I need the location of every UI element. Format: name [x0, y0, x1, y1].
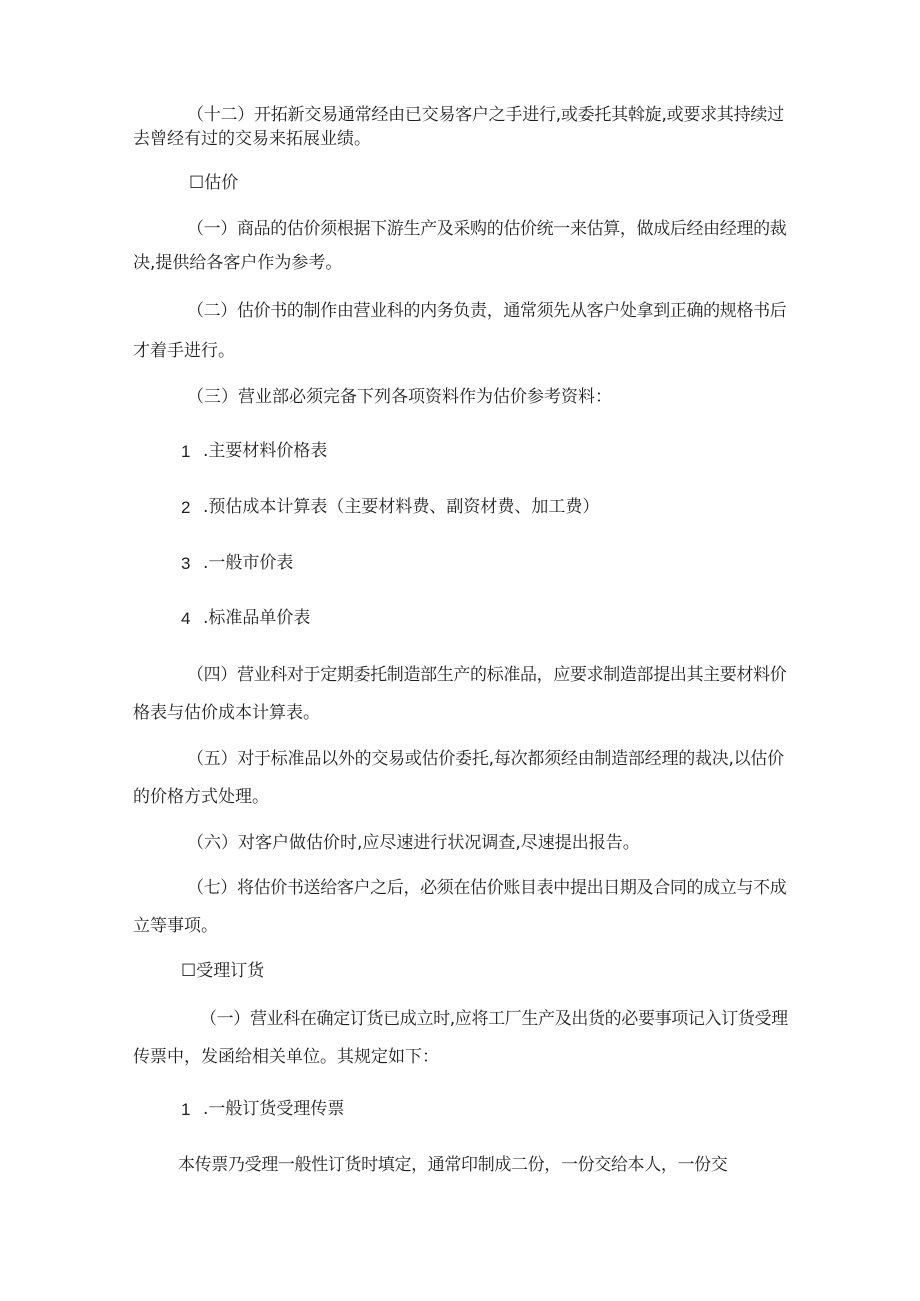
text-line: （四）营业科对于定期委托制造部生产的标准品，应要求制造部提出其主要材料价 — [187, 665, 787, 685]
list-text: .标准品单价表 — [203, 608, 311, 628]
text-line: 才着手进行。 — [133, 341, 235, 361]
section-heading-text: ☐估价 — [189, 173, 239, 193]
section-heading-text: ☐受理订货 — [181, 961, 265, 981]
text-line: 格表与估价成本计算表。 — [133, 703, 320, 723]
text-line: （六）对客户做估价时,应尽速进行状况调查,尽速提出报告。 — [187, 833, 640, 853]
text-line: （二）估价书的制作由营业科的内务负责，通常须先从客户处拿到正确的规格书后 — [187, 301, 787, 321]
text-line: （一）营业科在确定订货已成立时,应将工厂生产及出货的必要事项记入订货受理 — [200, 1009, 788, 1029]
list-text: .一般市价表 — [203, 553, 294, 573]
list-text: .一般订货受理传票 — [203, 1099, 345, 1119]
text-line: 立等事项。 — [133, 916, 218, 936]
text-line: 传票中，发函给相关单位。其规定如下： — [133, 1047, 439, 1067]
text-line: （三）营业部必须完备下列各项资料作为估价参考资料： — [187, 387, 612, 407]
list-number: 3 — [181, 554, 191, 573]
list-number: 4 — [181, 609, 191, 628]
text-line: 本传票乃受理一般性订货时填定，通常印制成二份，一份交给本人，一份交 — [178, 1155, 728, 1175]
list-number: 1 — [181, 1100, 191, 1119]
text-line: 决,提供给各客户作为参考。 — [133, 253, 343, 273]
list-text: .主要材料价格表 — [203, 441, 328, 461]
text-line: （十二）开拓新交易通常经由已交易客户之手进行,或委托其斡旋,或要求其持续过 — [187, 105, 784, 125]
list-text: .预估成本计算表（主要材料费、副资材费、加工费） — [203, 497, 600, 517]
list-number: 1 — [181, 442, 191, 461]
text-line: 的价格方式处理。 — [133, 787, 269, 807]
text-line: 去曾经有过的交易来拓展业绩。 — [133, 129, 371, 149]
text-line: （五）对于标准品以外的交易或估价委托,每次都须经由制造部经理的裁决,以估价 — [187, 749, 784, 769]
text-line: （七）将估价书送给客户之后，必须在估价账目表中提出日期及合同的成立与不成 — [187, 878, 787, 898]
text-line: （一）商品的估价须根据下游生产及采购的估价统一来估算，做成后经由经理的裁 — [187, 219, 787, 239]
list-number: 2 — [181, 498, 191, 517]
